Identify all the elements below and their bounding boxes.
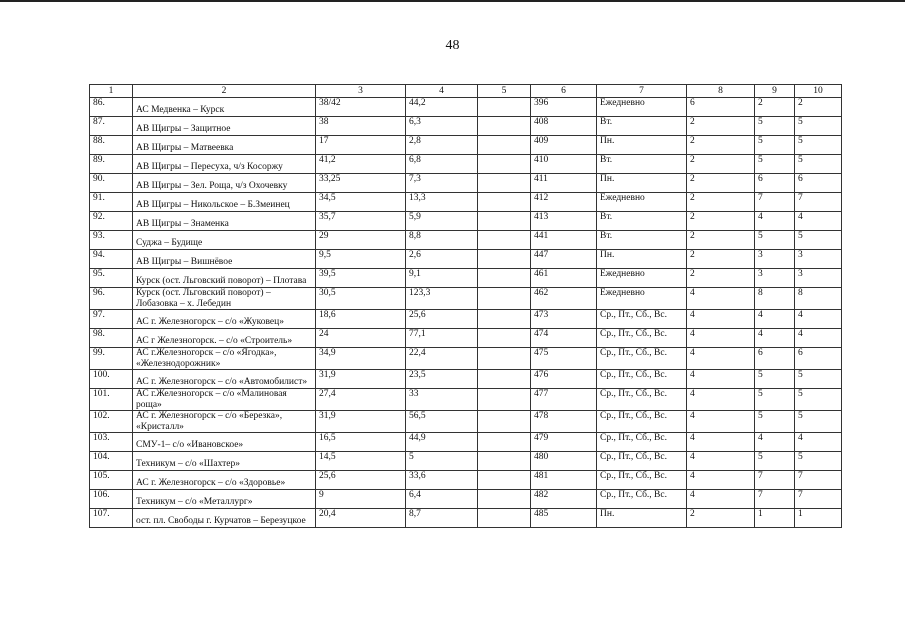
- route-name: [133, 310, 316, 329]
- cell-col10: 1: [795, 509, 842, 528]
- cell-col3: 34,9: [316, 348, 406, 370]
- cell-col8: 4: [687, 329, 755, 348]
- cell-col9: 5: [755, 370, 795, 389]
- row-number: 107.: [90, 509, 133, 528]
- row-number: 92.: [90, 212, 133, 231]
- route-name-text: АС г.Железногорск – с/о «Малиновая роща»: [136, 389, 287, 410]
- route-id: 409: [531, 136, 597, 155]
- route-name-text: АС г.Железногорск – с/о «Ягодка», «Железнодорожник»: [136, 348, 277, 369]
- schedule-days: Ср., Пт., Сб., Вс.: [597, 348, 687, 370]
- schedule-days: Ср., Пт., Сб., Вс.: [597, 452, 687, 471]
- col-header: 9: [755, 85, 795, 98]
- schedule-days: Ср., Пт., Сб., Вс.: [597, 490, 687, 509]
- row-number: 103.: [90, 433, 133, 452]
- route-id: 482: [531, 490, 597, 509]
- cell-col10: 4: [795, 310, 842, 329]
- table-row: [90, 329, 842, 348]
- cell-col9: 7: [755, 471, 795, 490]
- route-name-text: АС г Железногорск. – с/о «Строитель»: [136, 336, 293, 346]
- cell-col8: 4: [687, 433, 755, 452]
- cell-col4: 25,6: [406, 310, 478, 329]
- cell-col3: 18,6: [316, 310, 406, 329]
- cell-col10: 2: [795, 98, 842, 117]
- schedule-days: Ср., Пт., Сб., Вс.: [597, 433, 687, 452]
- cell-col9: 5: [755, 231, 795, 250]
- route-name: [133, 389, 316, 411]
- table-row: [90, 433, 842, 452]
- row-number: 99.: [90, 348, 133, 370]
- cell-col10: 3: [795, 269, 842, 288]
- row-number: 104.: [90, 452, 133, 471]
- cell-col10: 5: [795, 231, 842, 250]
- cell-col8: 4: [687, 452, 755, 471]
- row-number: 90.: [90, 174, 133, 193]
- route-name-text: АВ Щигры – Вишнёвое: [136, 257, 233, 267]
- row-number: 98.: [90, 329, 133, 348]
- table-row: [90, 174, 842, 193]
- cell-col8: 4: [687, 288, 755, 310]
- schedule-days: Ср., Пт., Сб., Вс.: [597, 471, 687, 490]
- table-row: [90, 471, 842, 490]
- route-id: 410: [531, 155, 597, 174]
- route-id: 408: [531, 117, 597, 136]
- cell-col4: 123,3: [406, 288, 478, 310]
- col-header: 3: [316, 85, 406, 98]
- schedule-days: Ежедневно: [597, 193, 687, 212]
- cell-col10: 6: [795, 348, 842, 370]
- cell-col9: 7: [755, 490, 795, 509]
- cell-col5: [478, 370, 531, 389]
- route-id: 476: [531, 370, 597, 389]
- cell-col3: 16,5: [316, 433, 406, 452]
- route-name-text: СМУ-1– с/о «Ивановское»: [136, 440, 244, 450]
- cell-col8: 2: [687, 269, 755, 288]
- cell-col9: 4: [755, 329, 795, 348]
- cell-col9: 5: [755, 155, 795, 174]
- schedule-days: Вт.: [597, 212, 687, 231]
- col-header: 6: [531, 85, 597, 98]
- cell-col9: 5: [755, 117, 795, 136]
- route-id: 479: [531, 433, 597, 452]
- route-id: 480: [531, 452, 597, 471]
- cell-col9: 4: [755, 212, 795, 231]
- cell-col3: 34,5: [316, 193, 406, 212]
- table-row: [90, 310, 842, 329]
- col-header: 10: [795, 85, 842, 98]
- routes-table: [89, 84, 842, 528]
- cell-col9: 4: [755, 433, 795, 452]
- schedule-days: Ежедневно: [597, 269, 687, 288]
- col-header: 7: [597, 85, 687, 98]
- cell-col5: [478, 310, 531, 329]
- cell-col10: 7: [795, 193, 842, 212]
- cell-col9: 5: [755, 452, 795, 471]
- row-number: 97.: [90, 310, 133, 329]
- route-name: [133, 452, 316, 471]
- route-name-text: Суджа – Будище: [136, 238, 203, 248]
- table-row: [90, 452, 842, 471]
- cell-col4: 8,7: [406, 509, 478, 528]
- route-id: 473: [531, 310, 597, 329]
- schedule-days: Вт.: [597, 117, 687, 136]
- table-row: [90, 509, 842, 528]
- cell-col4: 56,5: [406, 411, 478, 433]
- cell-col9: 5: [755, 389, 795, 411]
- route-id: 478: [531, 411, 597, 433]
- route-name: [133, 269, 316, 288]
- route-id: 477: [531, 389, 597, 411]
- route-name: [133, 348, 316, 370]
- cell-col9: 3: [755, 250, 795, 269]
- cell-col4: 33: [406, 389, 478, 411]
- route-name: [133, 471, 316, 490]
- cell-col3: 31,9: [316, 370, 406, 389]
- cell-col8: 2: [687, 212, 755, 231]
- cell-col3: 38/42: [316, 98, 406, 117]
- route-name: [133, 193, 316, 212]
- row-number: 93.: [90, 231, 133, 250]
- route-name-text: АВ Щигры – Пересуха, ч/з Косоржу: [136, 162, 283, 172]
- cell-col3: 14,5: [316, 452, 406, 471]
- route-name: [133, 411, 316, 433]
- row-number: 101.: [90, 389, 133, 411]
- cell-col9: 4: [755, 310, 795, 329]
- cell-col8: 2: [687, 174, 755, 193]
- cell-col5: [478, 117, 531, 136]
- route-name-text: АС Медвенка – Курск: [136, 105, 225, 115]
- schedule-days: Пн.: [597, 250, 687, 269]
- route-id: 447: [531, 250, 597, 269]
- cell-col5: [478, 155, 531, 174]
- cell-col4: 5,9: [406, 212, 478, 231]
- cell-col8: 2: [687, 231, 755, 250]
- table-row: [90, 98, 842, 117]
- route-name: [133, 329, 316, 348]
- cell-col10: 5: [795, 136, 842, 155]
- cell-col8: 4: [687, 348, 755, 370]
- route-name-text: АВ Щигры – Зел. Роща, ч/з Охочевку: [136, 181, 288, 191]
- route-name: [133, 174, 316, 193]
- top-border-line: [0, 0, 905, 2]
- schedule-days: Пн.: [597, 136, 687, 155]
- cell-col8: 6: [687, 98, 755, 117]
- route-name: [133, 212, 316, 231]
- cell-col8: 4: [687, 370, 755, 389]
- route-id: 475: [531, 348, 597, 370]
- cell-col3: 41,2: [316, 155, 406, 174]
- route-name-text: ост. пл. Свободы г. Курчатов – Березуцкое: [136, 516, 306, 526]
- cell-col10: 5: [795, 389, 842, 411]
- schedule-days: Ср., Пт., Сб., Вс.: [597, 370, 687, 389]
- cell-col4: 44,9: [406, 433, 478, 452]
- cell-col5: [478, 212, 531, 231]
- route-name: [133, 250, 316, 269]
- cell-col4: 9,1: [406, 269, 478, 288]
- route-name: [133, 490, 316, 509]
- route-id: 485: [531, 509, 597, 528]
- row-number: 96.: [90, 288, 133, 310]
- table-row: [90, 231, 842, 250]
- route-name: [133, 288, 316, 310]
- route-name: [133, 117, 316, 136]
- col-header: 1: [90, 85, 133, 98]
- cell-col3: 27,4: [316, 389, 406, 411]
- cell-col10: 5: [795, 370, 842, 389]
- route-name: [133, 509, 316, 528]
- row-number: 91.: [90, 193, 133, 212]
- col-header: 4: [406, 85, 478, 98]
- table-row: [90, 250, 842, 269]
- cell-col5: [478, 269, 531, 288]
- cell-col3: 33,25: [316, 174, 406, 193]
- cell-col9: 2: [755, 98, 795, 117]
- route-name: [133, 231, 316, 250]
- route-id: 396: [531, 98, 597, 117]
- cell-col3: 25,6: [316, 471, 406, 490]
- cell-col5: [478, 509, 531, 528]
- cell-col4: 23,5: [406, 370, 478, 389]
- table-row: [90, 490, 842, 509]
- row-number: 89.: [90, 155, 133, 174]
- table-row: [90, 348, 842, 370]
- route-name-text: АС г. Железногорск – с/о «Березка», «Кристалл»: [136, 411, 283, 432]
- table-row: [90, 288, 842, 310]
- cell-col9: 3: [755, 269, 795, 288]
- route-name-text: АВ Щигры – Никольское – Б.Змеинец: [136, 200, 290, 210]
- cell-col5: [478, 136, 531, 155]
- route-name-text: АС г. Железногорск – с/о «Жуковец»: [136, 317, 284, 327]
- cell-col5: [478, 98, 531, 117]
- cell-col10: 4: [795, 212, 842, 231]
- route-id: 474: [531, 329, 597, 348]
- cell-col4: 5: [406, 452, 478, 471]
- cell-col9: 5: [755, 136, 795, 155]
- schedule-days: Ежедневно: [597, 288, 687, 310]
- cell-col10: 5: [795, 452, 842, 471]
- cell-col8: 4: [687, 471, 755, 490]
- route-name: [133, 98, 316, 117]
- route-name: [133, 136, 316, 155]
- cell-col3: 17: [316, 136, 406, 155]
- schedule-days: Ср., Пт., Сб., Вс.: [597, 310, 687, 329]
- cell-col5: [478, 389, 531, 411]
- cell-col5: [478, 174, 531, 193]
- table-row: [90, 136, 842, 155]
- route-name: [133, 155, 316, 174]
- route-name: [133, 433, 316, 452]
- cell-col3: 20,4: [316, 509, 406, 528]
- table-row: [90, 411, 842, 433]
- cell-col10: 4: [795, 329, 842, 348]
- route-id: 461: [531, 269, 597, 288]
- route-id: 413: [531, 212, 597, 231]
- route-name-text: Курск (ост. Льговский поворот) – Лобазовка – х. Лебедин: [136, 288, 271, 309]
- cell-col8: 2: [687, 136, 755, 155]
- cell-col5: [478, 433, 531, 452]
- row-number: 95.: [90, 269, 133, 288]
- cell-col4: 6,3: [406, 117, 478, 136]
- table-row: [90, 370, 842, 389]
- cell-col8: 4: [687, 411, 755, 433]
- route-name-text: АС г. Железногорск – с/о «Здоровье»: [136, 478, 286, 488]
- cell-col5: [478, 452, 531, 471]
- schedule-days: Пн.: [597, 509, 687, 528]
- route-name-text: АВ Щигры – Матвеевка: [136, 143, 234, 153]
- schedule-days: Вт.: [597, 155, 687, 174]
- cell-col3: 38: [316, 117, 406, 136]
- route-id: 411: [531, 174, 597, 193]
- cell-col3: 31,9: [316, 411, 406, 433]
- cell-col3: 30,5: [316, 288, 406, 310]
- cell-col8: 2: [687, 155, 755, 174]
- cell-col4: 33,6: [406, 471, 478, 490]
- cell-col5: [478, 471, 531, 490]
- cell-col5: [478, 329, 531, 348]
- cell-col4: 13,3: [406, 193, 478, 212]
- route-name-text: АВ Щигры – Знаменка: [136, 219, 229, 229]
- cell-col5: [478, 250, 531, 269]
- row-number: 105.: [90, 471, 133, 490]
- route-id: 441: [531, 231, 597, 250]
- row-number: 106.: [90, 490, 133, 509]
- cell-col10: 8: [795, 288, 842, 310]
- cell-col4: 77,1: [406, 329, 478, 348]
- table-row: [90, 117, 842, 136]
- cell-col9: 8: [755, 288, 795, 310]
- cell-col8: 2: [687, 250, 755, 269]
- cell-col9: 6: [755, 348, 795, 370]
- cell-col4: 6,4: [406, 490, 478, 509]
- cell-col8: 2: [687, 193, 755, 212]
- route-name-text: АС г. Железногорск – с/о «Автомобилист»: [136, 377, 308, 387]
- table-row: [90, 269, 842, 288]
- route-id: 412: [531, 193, 597, 212]
- cell-col10: 5: [795, 117, 842, 136]
- table-row: [90, 193, 842, 212]
- cell-col4: 7,3: [406, 174, 478, 193]
- cell-col5: [478, 348, 531, 370]
- table-row: [90, 212, 842, 231]
- schedule-days: Ежедневно: [597, 98, 687, 117]
- route-name-text: Курск (ост. Льговский поворот) – Плотава: [136, 276, 307, 286]
- header-row: [90, 85, 842, 98]
- row-number: 86.: [90, 98, 133, 117]
- cell-col5: [478, 288, 531, 310]
- cell-col9: 1: [755, 509, 795, 528]
- cell-col10: 3: [795, 250, 842, 269]
- cell-col4: 2,8: [406, 136, 478, 155]
- col-header: 5: [478, 85, 531, 98]
- cell-col10: 6: [795, 174, 842, 193]
- row-number: 102.: [90, 411, 133, 433]
- cell-col3: 9: [316, 490, 406, 509]
- cell-col8: 2: [687, 117, 755, 136]
- route-name-text: АВ Щигры – Защитное: [136, 124, 231, 134]
- cell-col9: 7: [755, 193, 795, 212]
- table-body: [90, 98, 842, 528]
- cell-col9: 5: [755, 411, 795, 433]
- row-number: 100.: [90, 370, 133, 389]
- cell-col10: 4: [795, 433, 842, 452]
- route-id: 481: [531, 471, 597, 490]
- cell-col8: 4: [687, 490, 755, 509]
- page-number: 48: [445, 38, 460, 53]
- schedule-days: Ср., Пт., Сб., Вс.: [597, 329, 687, 348]
- cell-col4: 2,6: [406, 250, 478, 269]
- col-header: 2: [133, 85, 316, 98]
- cell-col5: [478, 490, 531, 509]
- table-row: [90, 389, 842, 411]
- cell-col8: 2: [687, 509, 755, 528]
- cell-col8: 4: [687, 389, 755, 411]
- cell-col4: 22,4: [406, 348, 478, 370]
- col-header: 8: [687, 85, 755, 98]
- route-name-text: Техникум – с/о «Шахтер»: [136, 459, 240, 469]
- cell-col3: 39,5: [316, 269, 406, 288]
- schedule-days: Ср., Пт., Сб., Вс.: [597, 411, 687, 433]
- cell-col4: 44,2: [406, 98, 478, 117]
- cell-col3: 35,7: [316, 212, 406, 231]
- row-number: 88.: [90, 136, 133, 155]
- table-row: [90, 155, 842, 174]
- cell-col8: 4: [687, 310, 755, 329]
- row-number: 87.: [90, 117, 133, 136]
- cell-col5: [478, 193, 531, 212]
- route-name: [133, 370, 316, 389]
- cell-col3: 29: [316, 231, 406, 250]
- route-id: 462: [531, 288, 597, 310]
- route-name-text: Техникум – с/о «Металлург»: [136, 497, 253, 507]
- cell-col10: 7: [795, 490, 842, 509]
- row-number: 94.: [90, 250, 133, 269]
- cell-col9: 6: [755, 174, 795, 193]
- cell-col4: 6,8: [406, 155, 478, 174]
- schedule-days: Вт.: [597, 231, 687, 250]
- cell-col10: 7: [795, 471, 842, 490]
- cell-col10: 5: [795, 411, 842, 433]
- cell-col5: [478, 231, 531, 250]
- cell-col5: [478, 411, 531, 433]
- schedule-days: Пн.: [597, 174, 687, 193]
- cell-col10: 5: [795, 155, 842, 174]
- cell-col3: 24: [316, 329, 406, 348]
- cell-col4: 8,8: [406, 231, 478, 250]
- schedule-days: Ср., Пт., Сб., Вс.: [597, 389, 687, 411]
- cell-col3: 9,5: [316, 250, 406, 269]
